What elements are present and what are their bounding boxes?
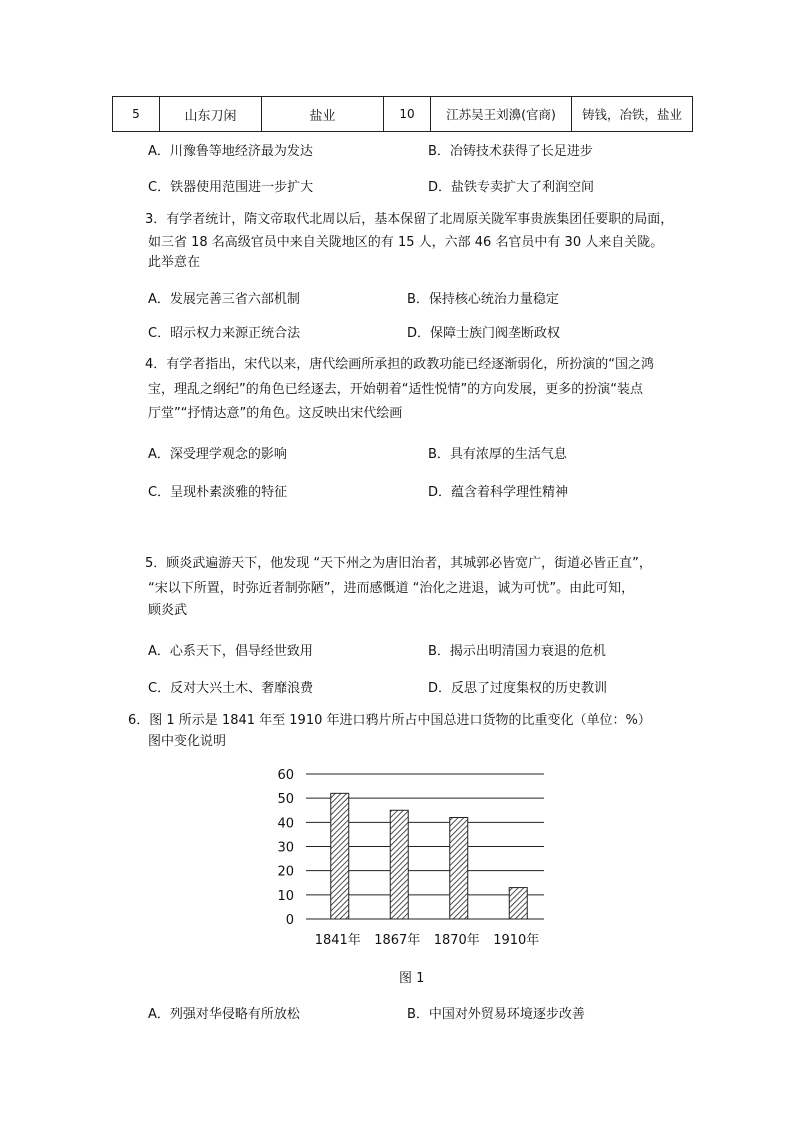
q4-option-d[interactable]: D．蕴含着科学理性精神 [428,485,569,500]
q3-option-a[interactable]: A．发展完善三省六部机制 [148,292,300,307]
q4-stem-line: 4．有学者指出，宋代以来，唐代绘画所承担的政教功能已经逐渐弱化，所扮演的“国之鸿 [145,357,655,372]
table-cell: 10 [384,97,431,132]
table-cell: 江苏吴王刘濞(官商) [431,97,572,132]
data-table [112,96,693,132]
table-cell: 山东刀闲 [160,97,262,132]
q5-option-d[interactable]: D．反思了过度集权的历史教训 [428,681,608,696]
q3-option-c[interactable]: C．昭示权力来源正统合法 [148,326,301,341]
bar-1867年 [390,810,408,919]
q3-option-d[interactable]: D．保障士族门阀垄断政权 [407,326,561,341]
q4-option-b[interactable]: B．具有浓厚的生活气息 [428,447,567,462]
q3-stem-line: 此举意在 [148,255,201,270]
q4-option-c[interactable]: C．呈现朴素淡雅的特征 [148,485,288,500]
y-tick-label: 30 [277,840,294,856]
q6-stem-line: 6．图 1 所示是 1841 年至 1910 年进口鸦片所占中国总进口货物的比重变化（单位：%） [128,713,651,728]
table-cell: 5 [113,97,160,132]
y-tick-label: 10 [277,888,294,904]
q5-stem-line: 5．顾炎武遍游天下，他发现 “天下州之为唐旧治者，其城郭必皆宽广，街道必皆正直”， [145,556,652,571]
y-tick-label: 0 [285,913,294,928]
q4-stem-line: 宝，理乱之纲纪”的角色已经逐去，开始朝着“适性悦情”的方向发展，更多的扮演“装点 [148,382,643,397]
q5-option-b[interactable]: B．揭示出明清国力衰退的危机 [428,644,606,659]
q5-stem-line: 顾炎武 [148,603,188,618]
q6-stem-line: 图中变化说明 [148,734,227,749]
table-row [113,97,693,132]
q3-stem-line: 3．有学者统计，隋文帝取代北周以后，基本保留了北周原关陇军事贵族集团任要职的局面， [145,212,674,227]
y-tick-label: 40 [277,816,294,832]
figure-caption: 图 1 [399,971,425,986]
bar-chart [270,762,560,954]
x-tick-label: 1841年 [314,933,361,948]
q6-option-b[interactable]: B．中国对外贸易环境逐步改善 [407,1007,585,1022]
table-cell: 盐业 [262,97,384,132]
y-tick-label: 60 [277,768,294,783]
q2-option-c[interactable]: C．铁器使用范围进一步扩大 [148,180,314,195]
x-tick-label: 1870年 [433,933,480,948]
q4-stem-line: 厅堂”“抒情达意”的角色。这反映出宋代绘画 [148,406,403,421]
q4-option-a[interactable]: A．深受理学观念的影响 [148,447,287,462]
x-tick-label: 1910年 [493,933,540,948]
bar-1910年 [509,888,527,919]
q5-option-a[interactable]: A．心系天下，倡导经世致用 [148,644,313,659]
y-tick-label: 20 [277,864,294,880]
bar-1841年 [331,793,349,919]
q3-stem-line: 如三省 18 名高级官员中来自关陇地区的有 15 人，六部 46 名官员中有 30 人来自关陇。 [148,235,664,250]
q5-option-c[interactable]: C．反对大兴土木、奢靡浪费 [148,681,314,696]
bar-1870年 [450,818,468,920]
x-tick-label: 1867年 [374,933,421,948]
y-tick-label: 50 [277,792,294,808]
q6-option-a[interactable]: A．列强对华侵略有所放松 [148,1007,300,1022]
q3-option-b[interactable]: B．保持核心统治力量稳定 [407,292,559,307]
q2-option-a[interactable]: A．川豫鲁等地经济最为发达 [148,144,313,159]
q2-option-b[interactable]: B．冶铸技术获得了长足进步 [428,144,593,159]
table-cell: 铸钱，冶铁，盐业 [572,97,693,132]
q2-option-d[interactable]: D．盐铁专卖扩大了利润空间 [428,180,595,195]
q5-stem-line: “宋以下所置，时弥近者制弥陋”，进而感慨道 “治化之进退，诚为可忧”。由此可知， [148,581,635,596]
